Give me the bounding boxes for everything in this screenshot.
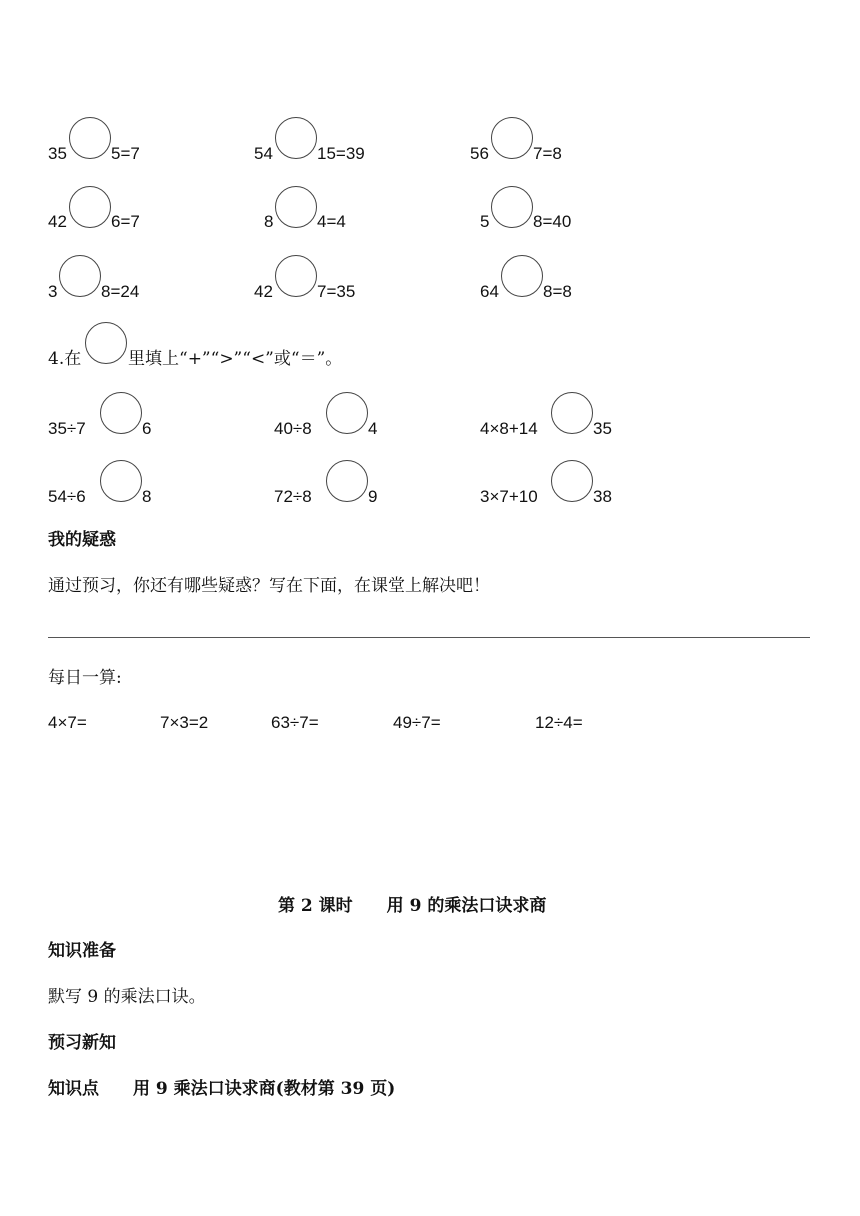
lesson-title: 第 2 课时 用 9 的乘法口诀求商 — [278, 896, 547, 916]
fill-left: 42 — [254, 282, 273, 301]
prep-instruction: 默写 9 的乘法口诀。 — [48, 987, 206, 1007]
answer-circle[interactable] — [491, 117, 533, 159]
answer-circle[interactable] — [100, 392, 142, 434]
answer-circle[interactable] — [275, 186, 317, 228]
fill-right: 5=7 — [111, 144, 140, 163]
knowledge-point: 知识点 用 9 乘法口诀求商(教材第 39 页) — [48, 1079, 396, 1099]
fill-right: 7=8 — [533, 144, 562, 163]
answer-circle[interactable] — [326, 460, 368, 502]
daily-calc-item: 7×3=2 — [160, 713, 209, 732]
compare-left: 54÷6 — [48, 487, 86, 506]
daily-calc-item: 49÷7= — [393, 713, 441, 732]
fill-right: 8=24 — [101, 282, 140, 301]
fill-left: 5 — [480, 212, 490, 231]
answer-circle[interactable] — [326, 392, 368, 434]
answer-circle[interactable] — [69, 117, 111, 159]
fill-right: 4=4 — [317, 212, 346, 231]
daily-calc-item: 4×7= — [48, 713, 87, 732]
compare-left: 40÷8 — [274, 419, 312, 438]
answer-circle — [85, 322, 127, 364]
compare-left: 35÷7 — [48, 419, 86, 438]
compare-right: 4 — [368, 419, 378, 438]
answer-circle[interactable] — [501, 255, 543, 297]
answer-circle[interactable] — [69, 186, 111, 228]
fill-left: 54 — [254, 144, 273, 163]
fill-right: 8=8 — [543, 282, 572, 301]
answer-circle[interactable] — [100, 460, 142, 502]
answer-line[interactable] — [48, 637, 810, 638]
daily-calc-item: 12÷4= — [535, 713, 583, 732]
fill-left: 3 — [48, 282, 58, 301]
compare-right: 38 — [593, 487, 612, 506]
section-heading-preview: 预习新知 — [48, 1033, 116, 1053]
daily-calc-label: 每日一算: — [48, 668, 122, 688]
fill-left: 42 — [48, 212, 67, 231]
compare-right: 9 — [368, 487, 378, 506]
section-heading-doubts: 我的疑惑 — [48, 530, 116, 550]
daily-calc-item: 63÷7= — [271, 713, 319, 732]
compare-right: 8 — [142, 487, 152, 506]
fill-right: 8=40 — [533, 212, 572, 231]
fill-right: 6=7 — [111, 212, 140, 231]
answer-circle[interactable] — [551, 460, 593, 502]
answer-circle[interactable] — [491, 186, 533, 228]
compare-right: 35 — [593, 419, 612, 438]
answer-circle[interactable] — [59, 255, 101, 297]
answer-circle[interactable] — [551, 392, 593, 434]
compare-left: 3×7+10 — [480, 487, 538, 506]
fill-left: 64 — [480, 282, 499, 301]
fill-left: 56 — [470, 144, 489, 163]
doubts-instruction: 通过预习，你还有哪些疑惑？写在下面，在课堂上解决吧！ — [48, 576, 490, 596]
fill-left: 35 — [48, 144, 67, 163]
fill-right: 7=35 — [317, 282, 356, 301]
q4-suffix: 里填上“+”“>”“<”或“＝”。 — [128, 349, 343, 369]
answer-circle[interactable] — [275, 255, 317, 297]
compare-left: 72÷8 — [274, 487, 312, 506]
answer-circle[interactable] — [275, 117, 317, 159]
fill-left: 8 — [264, 212, 274, 231]
fill-right: 15=39 — [317, 144, 365, 163]
q4-prefix: 4.在 — [48, 349, 82, 369]
section-heading-prep: 知识准备 — [48, 941, 116, 961]
compare-left: 4×8+14 — [480, 419, 538, 438]
compare-right: 6 — [142, 419, 152, 438]
